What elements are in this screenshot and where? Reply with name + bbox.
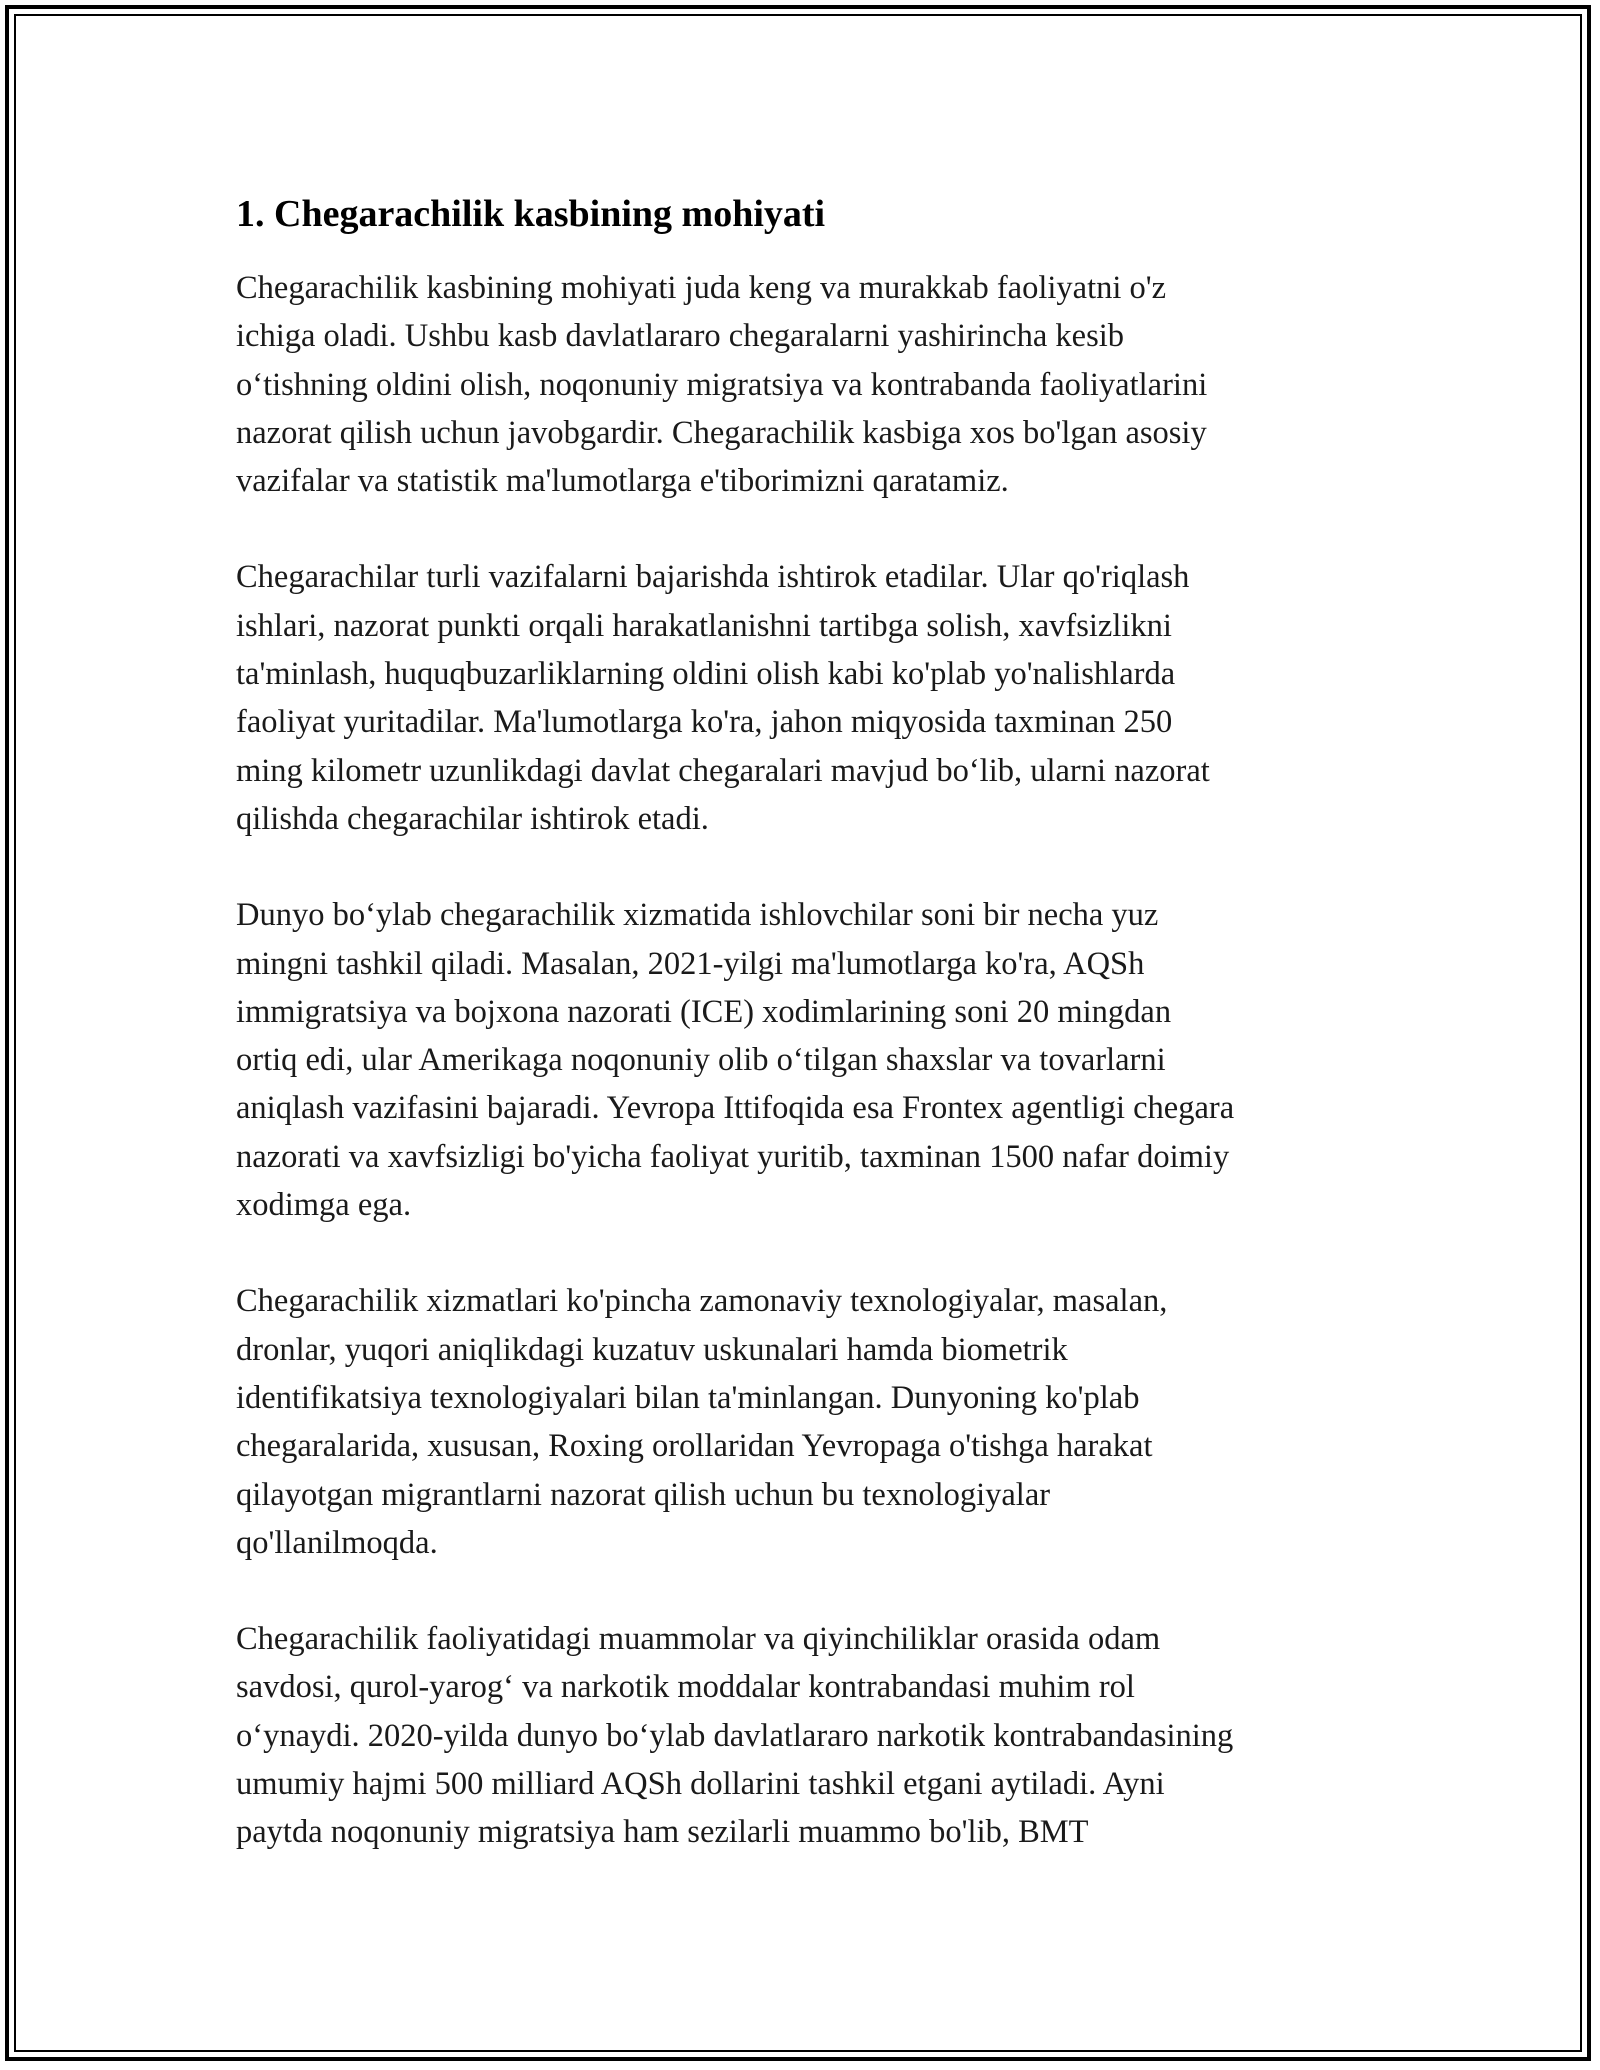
text-line: paytda noqonuniy migratsiya ham sezilarli muammo bo'lib, BMT bbox=[236, 1814, 1089, 1851]
text-line: Chegarachilik kasbining mohiyati juda keng va murakkab faoliyatni o'z bbox=[236, 270, 1167, 306]
text-line: ishlari, nazorat punkti orqali harakatlanishni tartibga solish, xavfsizlikni bbox=[236, 607, 1172, 644]
paragraph-1 bbox=[236, 264, 1366, 505]
text-line: o‘tishning oldini olish, noqonuniy migratsiya va kontrabanda faoliyatlarini bbox=[236, 366, 1208, 403]
paragraph-5 bbox=[236, 1615, 1366, 1856]
text-line: dronlar, yuqori aniqlikdagi kuzatuv uskunalari hamda biometrik bbox=[236, 1331, 1068, 1368]
text-line: ortiq edi, ular Amerikaga noqonuniy olib o‘tilgan shaxslar va tovarlarni bbox=[236, 1042, 1166, 1079]
text-line: ta'minlash, huquqbuzarliklarning oldini olish kabi ko'plab yo'nalishlarda bbox=[236, 656, 1176, 693]
text-line: qo'llanilmoqda. bbox=[236, 1524, 438, 1561]
text-line: Chegarachilar turli vazifalarni bajarishda ishtirok etadilar. Ular qo'riqlash bbox=[236, 559, 1190, 596]
text-line: immigratsiya va bojxona nazorati (ICE) xodimlarining soni 20 mingdan bbox=[236, 993, 1172, 1030]
text-line: savdosi, qurol-yarog‘ va narkotik moddalar kontrabandasi muhim rol bbox=[236, 1669, 1135, 1706]
text-line: umumiy hajmi 500 milliard AQSh dollarini tashkil etgani aytiladi. Ayni bbox=[236, 1766, 1165, 1803]
text-line: o‘ynaydi. 2020-yilda dunyo bo‘ylab davlatlararo narkotik kontrabandasining bbox=[236, 1717, 1234, 1754]
paragraph-4 bbox=[236, 1277, 1366, 1567]
document-body bbox=[236, 186, 1366, 1905]
text-line: nazorat qilish uchun javobgardir. Chegarachilik kasbiga xos bo'lgan asosiy bbox=[236, 414, 1207, 451]
text-line: identifikatsiya texnologiyalari bilan ta'minlangan. Dunyoning ko'plab bbox=[236, 1379, 1140, 1416]
text-line: aniqlash vazifasini bajaradi. Yevropa Ittifoqida esa Frontex agentligi chegara bbox=[236, 1090, 1235, 1127]
section-heading: 1. Chegarachilik kasbining mohiyati bbox=[236, 193, 826, 235]
text-line: qilayotgan migrantlarni nazorat qilish uchun bu texnologiyalar bbox=[236, 1476, 1051, 1513]
text-line: xodimga ega. bbox=[236, 1187, 412, 1224]
text-line: ming kilometr uzunlikdagi davlat chegaralari mavjud bo‘lib, ularni nazorat bbox=[236, 752, 1210, 789]
text-line: nazorati va xavfsizligi bo'yicha faoliyat yuritib, taxminan 1500 nafar doimiy bbox=[236, 1138, 1230, 1175]
text-line: qilishda chegarachilar ishtirok etadi. bbox=[236, 800, 709, 837]
text-line: vazifalar va statistik ma'lumotlarga e'tiborimizni qaratamiz. bbox=[236, 463, 1009, 500]
text-line: Chegarachilik faoliyatidagi muammolar va qiyinchiliklar orasida odam bbox=[236, 1621, 1161, 1658]
paragraph-3 bbox=[236, 891, 1366, 1229]
paragraph-2 bbox=[236, 553, 1366, 843]
text-line: Dunyo bo‘ylab chegarachilik xizmatida ishlovchilar soni bir necha yuz bbox=[236, 897, 1159, 934]
text-line: ichiga oladi. Ushbu kasb davlatlararo chegaralarni yashirincha kesib bbox=[236, 318, 1125, 355]
text-line: Chegarachilik xizmatlari ko'pincha zamonaviy texnologiyalar, masalan, bbox=[236, 1283, 1168, 1320]
text-line: faoliyat yuritadilar. Ma'lumotlarga ko'ra, jahon miqyosida taxminan 250 bbox=[236, 704, 1173, 741]
text-line: chegaralarida, xususan, Roxing orollaridan Yevropaga o'tishga harakat bbox=[236, 1428, 1153, 1465]
text-line: mingni tashkil qiladi. Masalan, 2021-yilgi ma'lumotlarga ko'ra, AQSh bbox=[236, 945, 1145, 982]
